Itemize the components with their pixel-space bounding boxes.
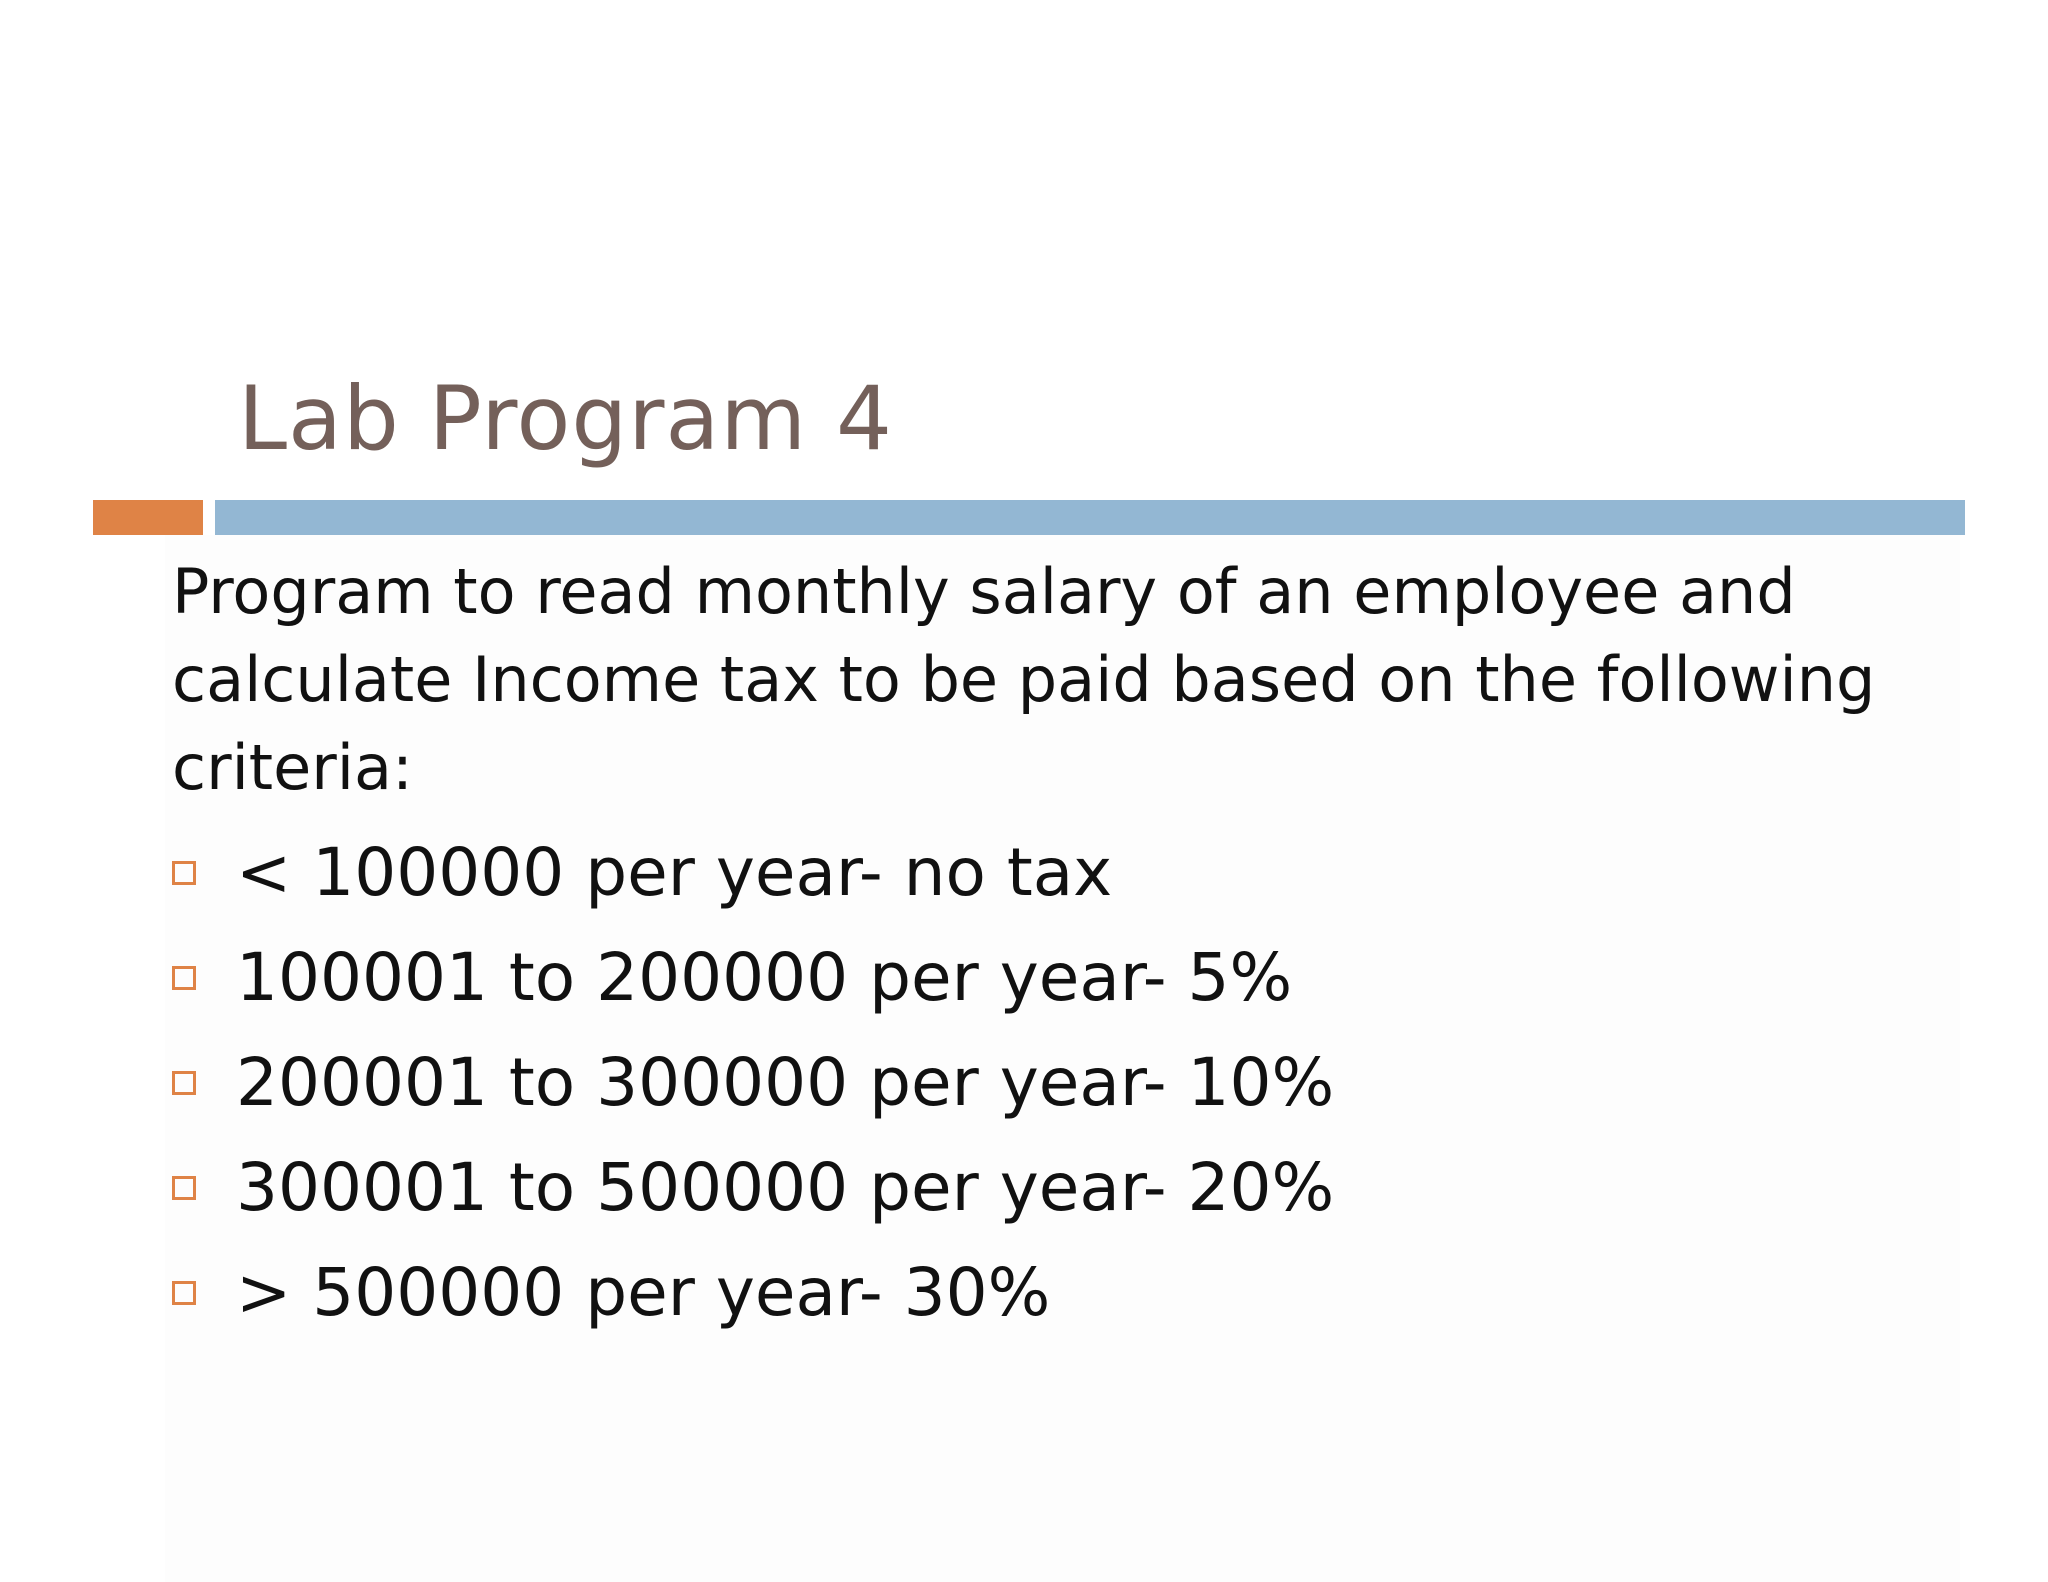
square-bullet-icon — [172, 1071, 196, 1095]
criteria-text: > 500000 per year- 30% — [236, 1253, 1051, 1331]
criteria-item-3 — [172, 1030, 1334, 1135]
criteria-text: 200001 to 300000 per year- 10% — [236, 1043, 1335, 1121]
intro-line-1: Program to read monthly salary of an employee and — [172, 555, 1796, 628]
intro-line-3: criteria: — [172, 731, 413, 804]
slide-title: Lab Program 4 — [238, 367, 894, 470]
criteria-text: 300001 to 500000 per year- 20% — [236, 1148, 1335, 1226]
square-bullet-icon — [172, 1176, 196, 1200]
intro-text — [172, 548, 1952, 812]
square-bullet-icon — [172, 861, 196, 885]
title-accent-orange-bar — [93, 500, 203, 535]
square-bullet-icon — [172, 1281, 196, 1305]
criteria-text: 100001 to 200000 per year- 5% — [236, 938, 1293, 1016]
criteria-list — [172, 820, 1334, 1345]
criteria-item-1 — [172, 820, 1334, 925]
criteria-item-5 — [172, 1240, 1334, 1345]
intro-line-2: calculate Income tax to be paid based on the following — [172, 643, 1876, 716]
criteria-text: < 100000 per year- no tax — [236, 833, 1113, 911]
square-bullet-icon — [172, 966, 196, 990]
title-accent-blue-bar — [215, 500, 1965, 535]
criteria-item-4 — [172, 1135, 1334, 1240]
criteria-item-2 — [172, 925, 1334, 1030]
